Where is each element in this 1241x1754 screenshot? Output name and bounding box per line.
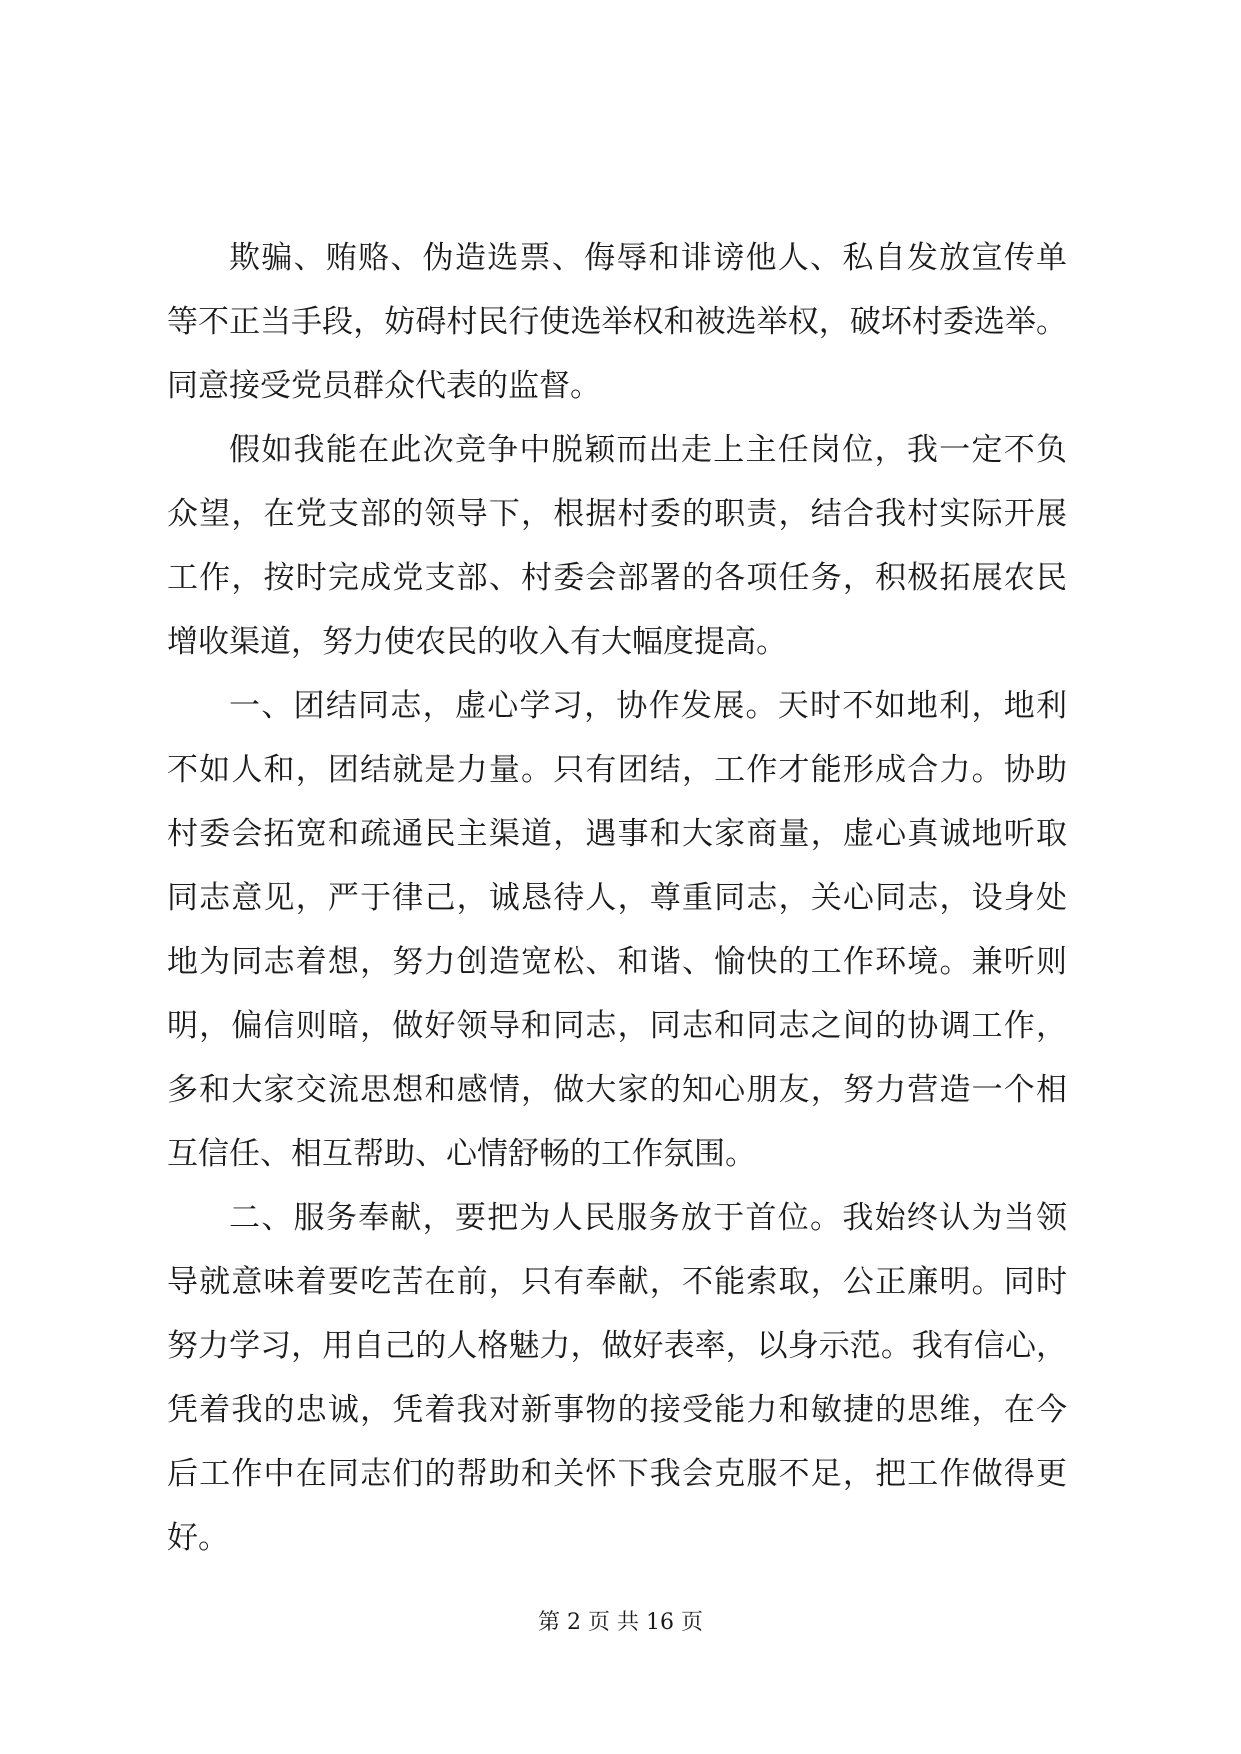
text-line: 同意接受党员群众代表的监督。 bbox=[167, 368, 601, 404]
page-footer: 第 2 页 共 16 页 bbox=[538, 1610, 703, 1635]
text-line: 不如人和，团结就是力量。只有团结，工作才能形成合力。协助 bbox=[167, 752, 1067, 788]
text-line: 村委会拓宽和疏通民主渠道，遇事和大家商量，虚心真诚地听取 bbox=[167, 816, 1067, 852]
text-line: 导就意味着要吃苦在前，只有奉献，不能索取，公正廉明。同时 bbox=[167, 1264, 1067, 1300]
text-line: 多和大家交流思想和感情，做大家的知心朋友，努力营造一个相 bbox=[167, 1072, 1067, 1108]
text-line: 二、服务奉献，要把为人民服务放于首位。我始终认为当领 bbox=[229, 1200, 1067, 1236]
text-line: 地为同志着想，努力创造宽松、和谐、愉快的工作环境。兼听则 bbox=[167, 944, 1067, 980]
text-line: 等不正当手段，妨碍村民行使选举权和被选举权，破坏村委选举。 bbox=[167, 304, 1067, 340]
text-line: 互信任、相互帮助、心情舒畅的工作氛围。 bbox=[167, 1136, 756, 1172]
text-line: 增收渠道，努力使农民的收入有大幅度提高。 bbox=[167, 624, 787, 660]
text-line: 明，偏信则暗，做好领导和同志，同志和同志之间的协调工作， bbox=[167, 1008, 1067, 1044]
document-body bbox=[167, 226, 1067, 1570]
text-line: 一、团结同志，虚心学习，协作发展。天时不如地利，地利 bbox=[229, 688, 1067, 724]
text-line: 后工作中在同志们的帮助和关怀下我会克服不足，把工作做得更 bbox=[167, 1456, 1067, 1492]
text-line: 凭着我的忠诚，凭着我对新事物的接受能力和敏捷的思维，在今 bbox=[167, 1392, 1067, 1428]
text-line: 工作，按时完成党支部、村委会部署的各项任务，积极拓展农民 bbox=[167, 560, 1067, 596]
text-line: 努力学习，用自己的人格魅力，做好表率，以身示范。我有信心， bbox=[167, 1328, 1067, 1364]
text-line: 欺骗、贿赂、伪造选票、侮辱和诽谤他人、私自发放宣传单 bbox=[229, 240, 1067, 276]
text-line: 好。 bbox=[167, 1520, 229, 1556]
text-line: 假如我能在此次竞争中脱颖而出走上主任岗位，我一定不负 bbox=[229, 432, 1067, 468]
text-line: 众望，在党支部的领导下，根据村委的职责，结合我村实际开展 bbox=[167, 496, 1067, 532]
text-line: 同志意见，严于律己，诚恳待人，尊重同志，关心同志，设身处 bbox=[167, 880, 1067, 916]
